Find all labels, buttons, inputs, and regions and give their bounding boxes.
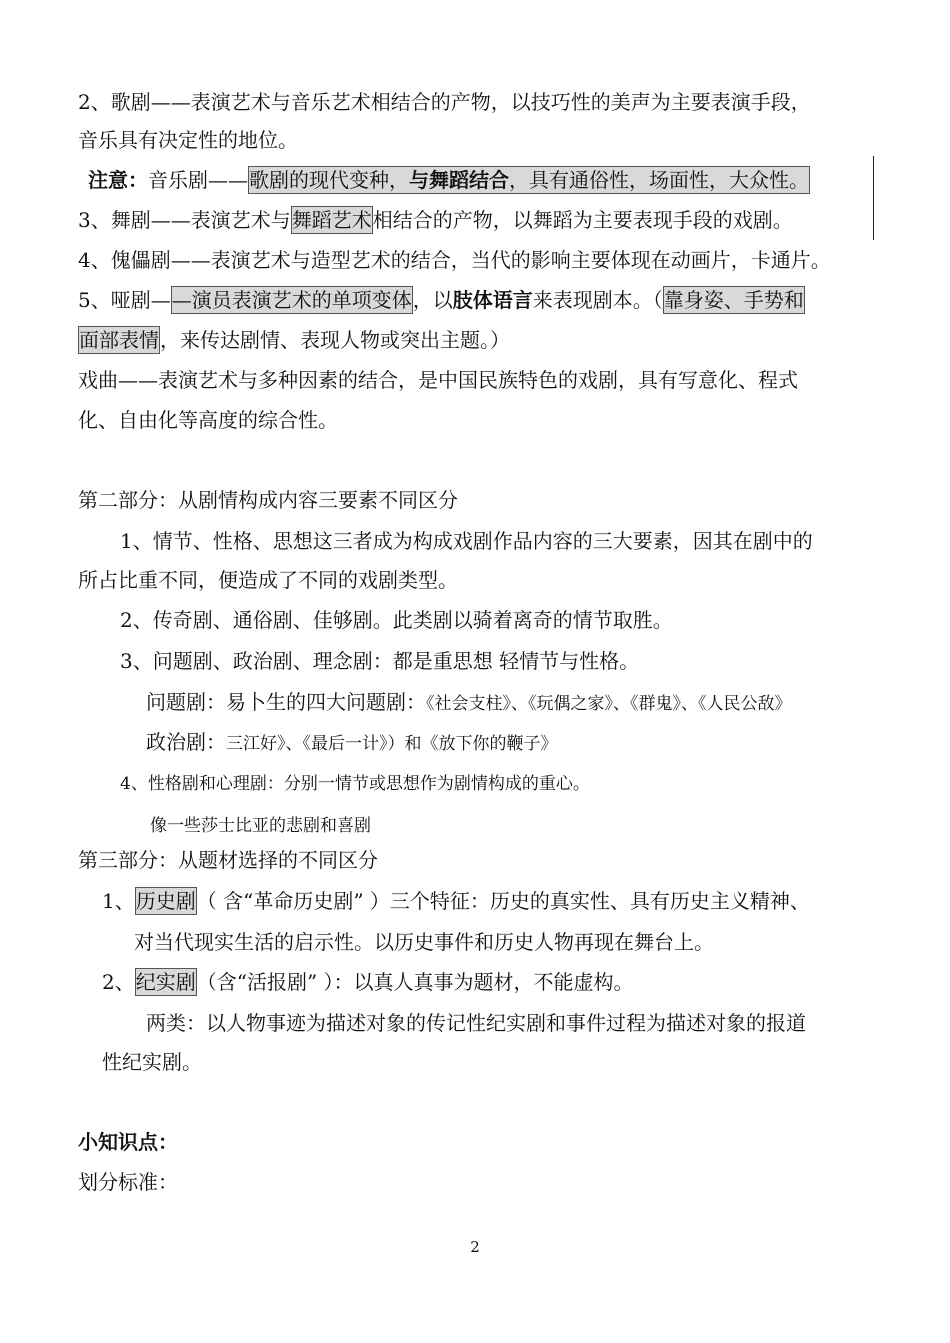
- heading-part-2: 第二部分：从剧情构成内容三要素不同区分: [78, 488, 458, 512]
- line-musical-note: [88, 166, 810, 194]
- note-highlight: 歌剧的现代变种，与舞蹈结合，具有通俗性，场面性，大众性。: [249, 168, 809, 192]
- tip-heading: 小知识点：: [78, 1130, 178, 1154]
- criteria-label: 划分标准：: [78, 1170, 178, 1194]
- line-dance-drama: 3、舞剧——表演艺术与舞蹈艺术相结合的产物，以舞蹈为主要表现手段的戏剧。: [78, 208, 793, 232]
- note-text: 音乐剧——: [148, 168, 248, 192]
- line-xiqu-2: 化、自由化等高度的综合性。: [78, 408, 338, 432]
- line-xiqu-1: 戏曲——表演艺术与多种因素的结合，是中国民族特色的戏剧，具有写意化、程式: [78, 368, 798, 392]
- line-mime-2: 面部表情，来传达剧情、表现人物或突出主题。）: [79, 328, 510, 352]
- line-p2-4b: 像一些莎士比亚的悲剧和喜剧: [150, 816, 371, 836]
- page-number: 2: [470, 1238, 480, 1256]
- note-label: 注意：: [88, 168, 148, 192]
- line-p3-3b: 性纪实剧。: [102, 1050, 202, 1074]
- line-p3-2: 2、纪实剧（含“活报剧” ）：以真人真事为题材，不能虚构。: [102, 970, 634, 994]
- line-p2-2: 2、传奇剧、通俗剧、佳够剧。此类剧以骑着离奇的情节取胜。: [120, 608, 673, 632]
- line-opera-2: 音乐具有决定性的地位。: [78, 128, 298, 152]
- line-p3-1c: 对当代现实生活的启示性。以历史事件和历史人物再现在舞台上。: [134, 930, 714, 954]
- vertical-rule: [873, 156, 874, 240]
- heading-part-3: 第三部分：从题材选择的不同区分: [78, 848, 378, 872]
- mime-highlight: —演员表演艺术的单项变体: [171, 288, 412, 312]
- mime-highlight-3: 面部表情: [79, 328, 159, 352]
- history-play-highlight: 历史剧: [135, 889, 196, 913]
- line-political-plays: 政治剧：三江好》、《最后一计》）和《放下你的鞭子》: [146, 730, 558, 754]
- line-puppet-drama: 4、傀儡剧——表演艺术与造型艺术的结合，当代的影响主要体现在动画片，卡通片。: [78, 248, 831, 272]
- documentary-play-highlight: 纪实剧: [135, 970, 196, 994]
- line-p2-4: 4、性格剧和心理剧：分别一情节或思想作为剧情构成的重心。: [120, 774, 590, 794]
- line-p3-3a: 两类：以人物事迹为描述对象的传记性纪实剧和事件过程为描述对象的报道: [146, 1011, 806, 1035]
- line-mime-1: 5、哑剧——演员表演艺术的单项变体，以肢体语言来表现剧本。（靠身姿、手势和: [78, 288, 804, 312]
- mime-highlight-2: 靠身姿、手势和: [663, 288, 804, 312]
- line-p2-1b: 所占比重不同，便造成了不同的戏剧类型。: [78, 568, 458, 592]
- line-p3-1: 1、历史剧（ 含“革命历史剧” ）三个特征：历史的真实性、具有历史主义精神、: [102, 889, 810, 913]
- line-opera-1: 2、歌剧——表演艺术与音乐艺术相结合的产物，以技巧性的美声为主要表演手段，: [78, 90, 811, 114]
- line-p2-1a: 1、情节、性格、思想这三者成为构成戏剧作品内容的三大要素，因其在剧中的: [120, 529, 813, 553]
- line-p2-3: 3、问题剧、政治剧、理念剧：都是重思想 轻情节与性格。: [120, 649, 640, 673]
- dance-highlight: 舞蹈艺术: [291, 208, 372, 232]
- line-problem-plays: 问题剧：易卜生的四大问题剧：《社会支柱》、《玩偶之家》、《群鬼》、《人民公敌》: [146, 690, 792, 714]
